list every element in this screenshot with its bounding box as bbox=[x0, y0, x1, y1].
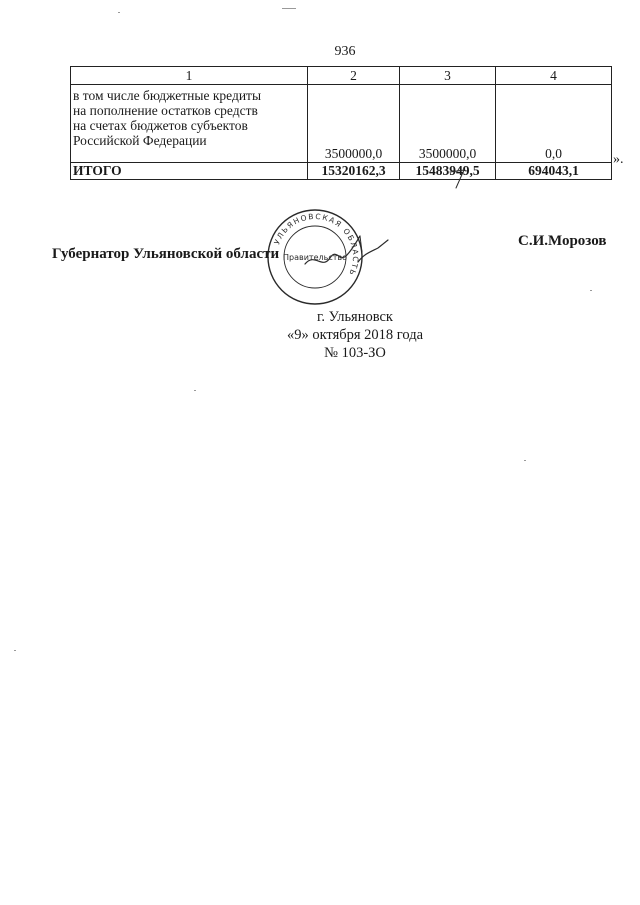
date: «9» октября 2018 года bbox=[286, 327, 424, 343]
table-row bbox=[71, 85, 612, 163]
budget-table bbox=[70, 66, 612, 180]
scan-speck bbox=[14, 650, 16, 651]
closing-quote: ». bbox=[613, 152, 624, 167]
stamp-ring-text: УЛЬЯНОВСКАЯ ОБЛАСТЬ bbox=[272, 211, 361, 278]
table-cell: 3500000,0 bbox=[308, 85, 400, 163]
row-label-line: на счетах бюджетов субъектов bbox=[73, 118, 248, 133]
handwritten-signature bbox=[300, 222, 420, 282]
row-label bbox=[71, 85, 308, 163]
signatory-name: С.И.Морозов bbox=[518, 233, 607, 249]
total-label: ИТОГО bbox=[71, 163, 308, 180]
table-cell: 694043,1 bbox=[496, 163, 612, 180]
stamp-center-text: Правительство bbox=[283, 253, 347, 262]
column-header: 2 bbox=[308, 67, 400, 85]
table-cell: 15483949,5 bbox=[400, 163, 496, 180]
scan-speck bbox=[590, 290, 592, 291]
column-header: 1 bbox=[71, 67, 308, 85]
table-cell: 15320162,3 bbox=[308, 163, 400, 180]
table-total-row bbox=[71, 163, 612, 180]
row-label-line: на пополнение остатков средств bbox=[73, 103, 258, 118]
table-cell: 0,0 bbox=[496, 85, 612, 163]
scan-speck bbox=[524, 460, 526, 461]
column-header: 4 bbox=[496, 67, 612, 85]
page-number: 936 bbox=[334, 44, 356, 59]
signature-tick-mark bbox=[444, 168, 474, 190]
signatory-title: Губернатор Ульяновской области bbox=[52, 246, 280, 262]
scan-speck bbox=[194, 390, 196, 391]
table-header-row bbox=[71, 67, 612, 85]
row-label-line: в том числе бюджетные кредиты bbox=[73, 88, 262, 103]
document-footer bbox=[240, 308, 470, 362]
scan-speck bbox=[282, 8, 296, 9]
law-number: № 103-ЗО bbox=[324, 345, 386, 361]
column-header: 3 bbox=[400, 67, 496, 85]
city: г. Ульяновск bbox=[317, 309, 393, 325]
table-cell: 3500000,0 bbox=[400, 85, 496, 163]
row-label-line: Российской Федерации bbox=[73, 133, 207, 148]
scan-speck bbox=[118, 12, 120, 13]
